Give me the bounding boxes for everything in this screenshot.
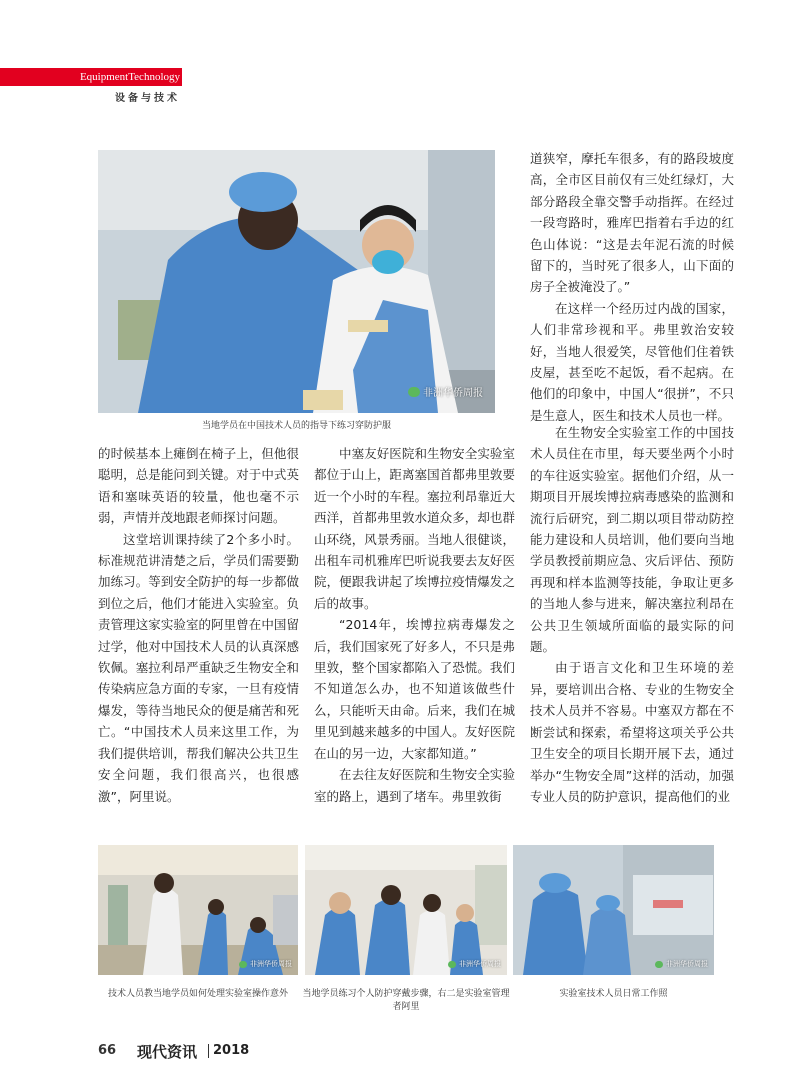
wechat-icon	[239, 961, 247, 968]
paragraph: 这堂培训课持续了2个多小时。标准规范讲清楚之后，学员们需要勤加练习。等到安全防护的每一步都做到位之后，他们才能进入实验室。负责管理这家实验室的阿里曾在中国留过学，他对中国技术人员的认真深感钦佩。塞拉利昂严重缺乏生物安全和传染病应急方面的专家，一旦有疫情爆发，等待当地民众的便是痛苦和死亡。“中国技术人员来这里工作，为我们提供培训，帮我们解决公共卫生安全问题，我们很高兴，也很感激”，阿里说。	[98, 531, 299, 804]
paragraph: 中塞友好医院和生物安全实验室都位于山上，距离塞国首都弗里敦要近一个小时的车程。塞拉利昂靠近大西洋，首都弗里敦水道众多，却也群山环绕，风景秀丽。当地人很健谈，出租车司机雅库巴听说我要去友好医院，便跟我讲起了埃博拉疫情爆发之后的故事。	[314, 446, 515, 611]
bottom-photo-2	[305, 845, 507, 975]
issue-year: 2018	[213, 1043, 250, 1058]
wechat-icon	[655, 961, 663, 968]
magazine-name: 现代资讯	[137, 1043, 198, 1061]
paragraph: 在生物安全实验室工作的中国技术人员住在市里，每天要坐两个小时的车往返实验室。据他们介绍，从一期项目开展埃博拉病毒感染的监测和流行后研究，到二期以项目带动防控能力建设和人员培训，他们要向当地学员教授前期应急、灾后评估、预防再现和样本监测等技能，争取让更多的当地人参与进来，解决塞拉利昂在公共卫生领域所面临的最实际的问题。	[530, 425, 734, 655]
paragraph: 由于语言文化和卫生环境的差异，要培训出合格、专业的生物安全技术人员并不容易。中塞双方都在不断尝试和探索，希望将这项关乎公共卫生安全的项目长期开展下去，通过举办“生物安全周”这样的活动，加强专业人员的防护意识，提高他们的业	[530, 660, 734, 804]
bottom-photo-3	[513, 845, 714, 975]
paragraph: 在这样一个经历过内战的国家，人们非常珍视和平。弗里敦治安较好，当地人很爱笑，尽管他们住着铁皮屋，甚至吃不起饭，看不起病。在他们的印象中，中国人“很拼”，不只是生意人，医生和技术人员也一样。	[530, 300, 734, 423]
column-1-text	[98, 443, 299, 807]
footer-divider	[208, 1044, 209, 1058]
paragraph: 的时候基本上瘫倒在椅子上，但他很聪明，总是能问到关键。对于中式英语和塞味英语的较量，他也毫不示弱，声情并茂地跟老师探讨问题。	[98, 446, 299, 526]
column-3-top-text	[530, 148, 734, 426]
bottom-photo-1-watermark: 非洲华侨周报	[239, 959, 292, 969]
bottom-photo-1	[98, 845, 298, 975]
main-photo	[98, 150, 495, 413]
section-title-cn: 设备与技术	[115, 93, 180, 104]
bottom-photo-3-caption: 实验室技术人员日常工作照	[559, 989, 668, 999]
bottom-photo-1-caption: 技术人员教当地学员如何处理实验室操作意外	[107, 989, 288, 999]
paragraph: 在去往友好医院和生物安全实验室的路上，遇到了堵车。弗里敦街	[314, 767, 515, 804]
paragraph: 道狭窄，摩托车很多，有的路段坡度高，全市区目前仅有三处红绿灯，大部分路段全靠交警手动指挥。在经过一段弯路时，雅库巴指着右手边的红色山体说：“这是去年泥石流的时候留下的，当时死了很多人，山下面的房子全被淹没了。”	[530, 151, 734, 295]
paragraph: “2014年，埃博拉病毒爆发之后，我们国家死了好多人，不只是弗里敦，整个国家都陷入了恐慌。我们不知道怎么办，也不知道该做些什么，只能听天由命。后来，我们在城里见到越来越多的中国人。友好医院在山的另一边，大家都知道。”	[314, 617, 515, 761]
bottom-photo-2-watermark: 非洲华侨周报	[448, 959, 501, 969]
main-photo-watermark: 非洲华侨周报	[408, 384, 483, 399]
wechat-icon	[408, 387, 420, 397]
bottom-photo-2-caption: 当地学员练习个人防护穿戴步骤，右二是实验室管理者阿里	[302, 989, 510, 1012]
column-3-bottom-text	[530, 422, 734, 807]
bottom-photo-3-watermark: 非洲华侨周报	[655, 959, 708, 969]
section-title-en: EquipmentTechnology	[79, 71, 180, 83]
wechat-icon	[448, 961, 456, 968]
main-photo-caption: 当地学员在中国技术人员的指导下练习穿防护服	[201, 421, 391, 431]
column-2-text	[314, 443, 515, 807]
page-number: 66	[98, 1043, 117, 1058]
